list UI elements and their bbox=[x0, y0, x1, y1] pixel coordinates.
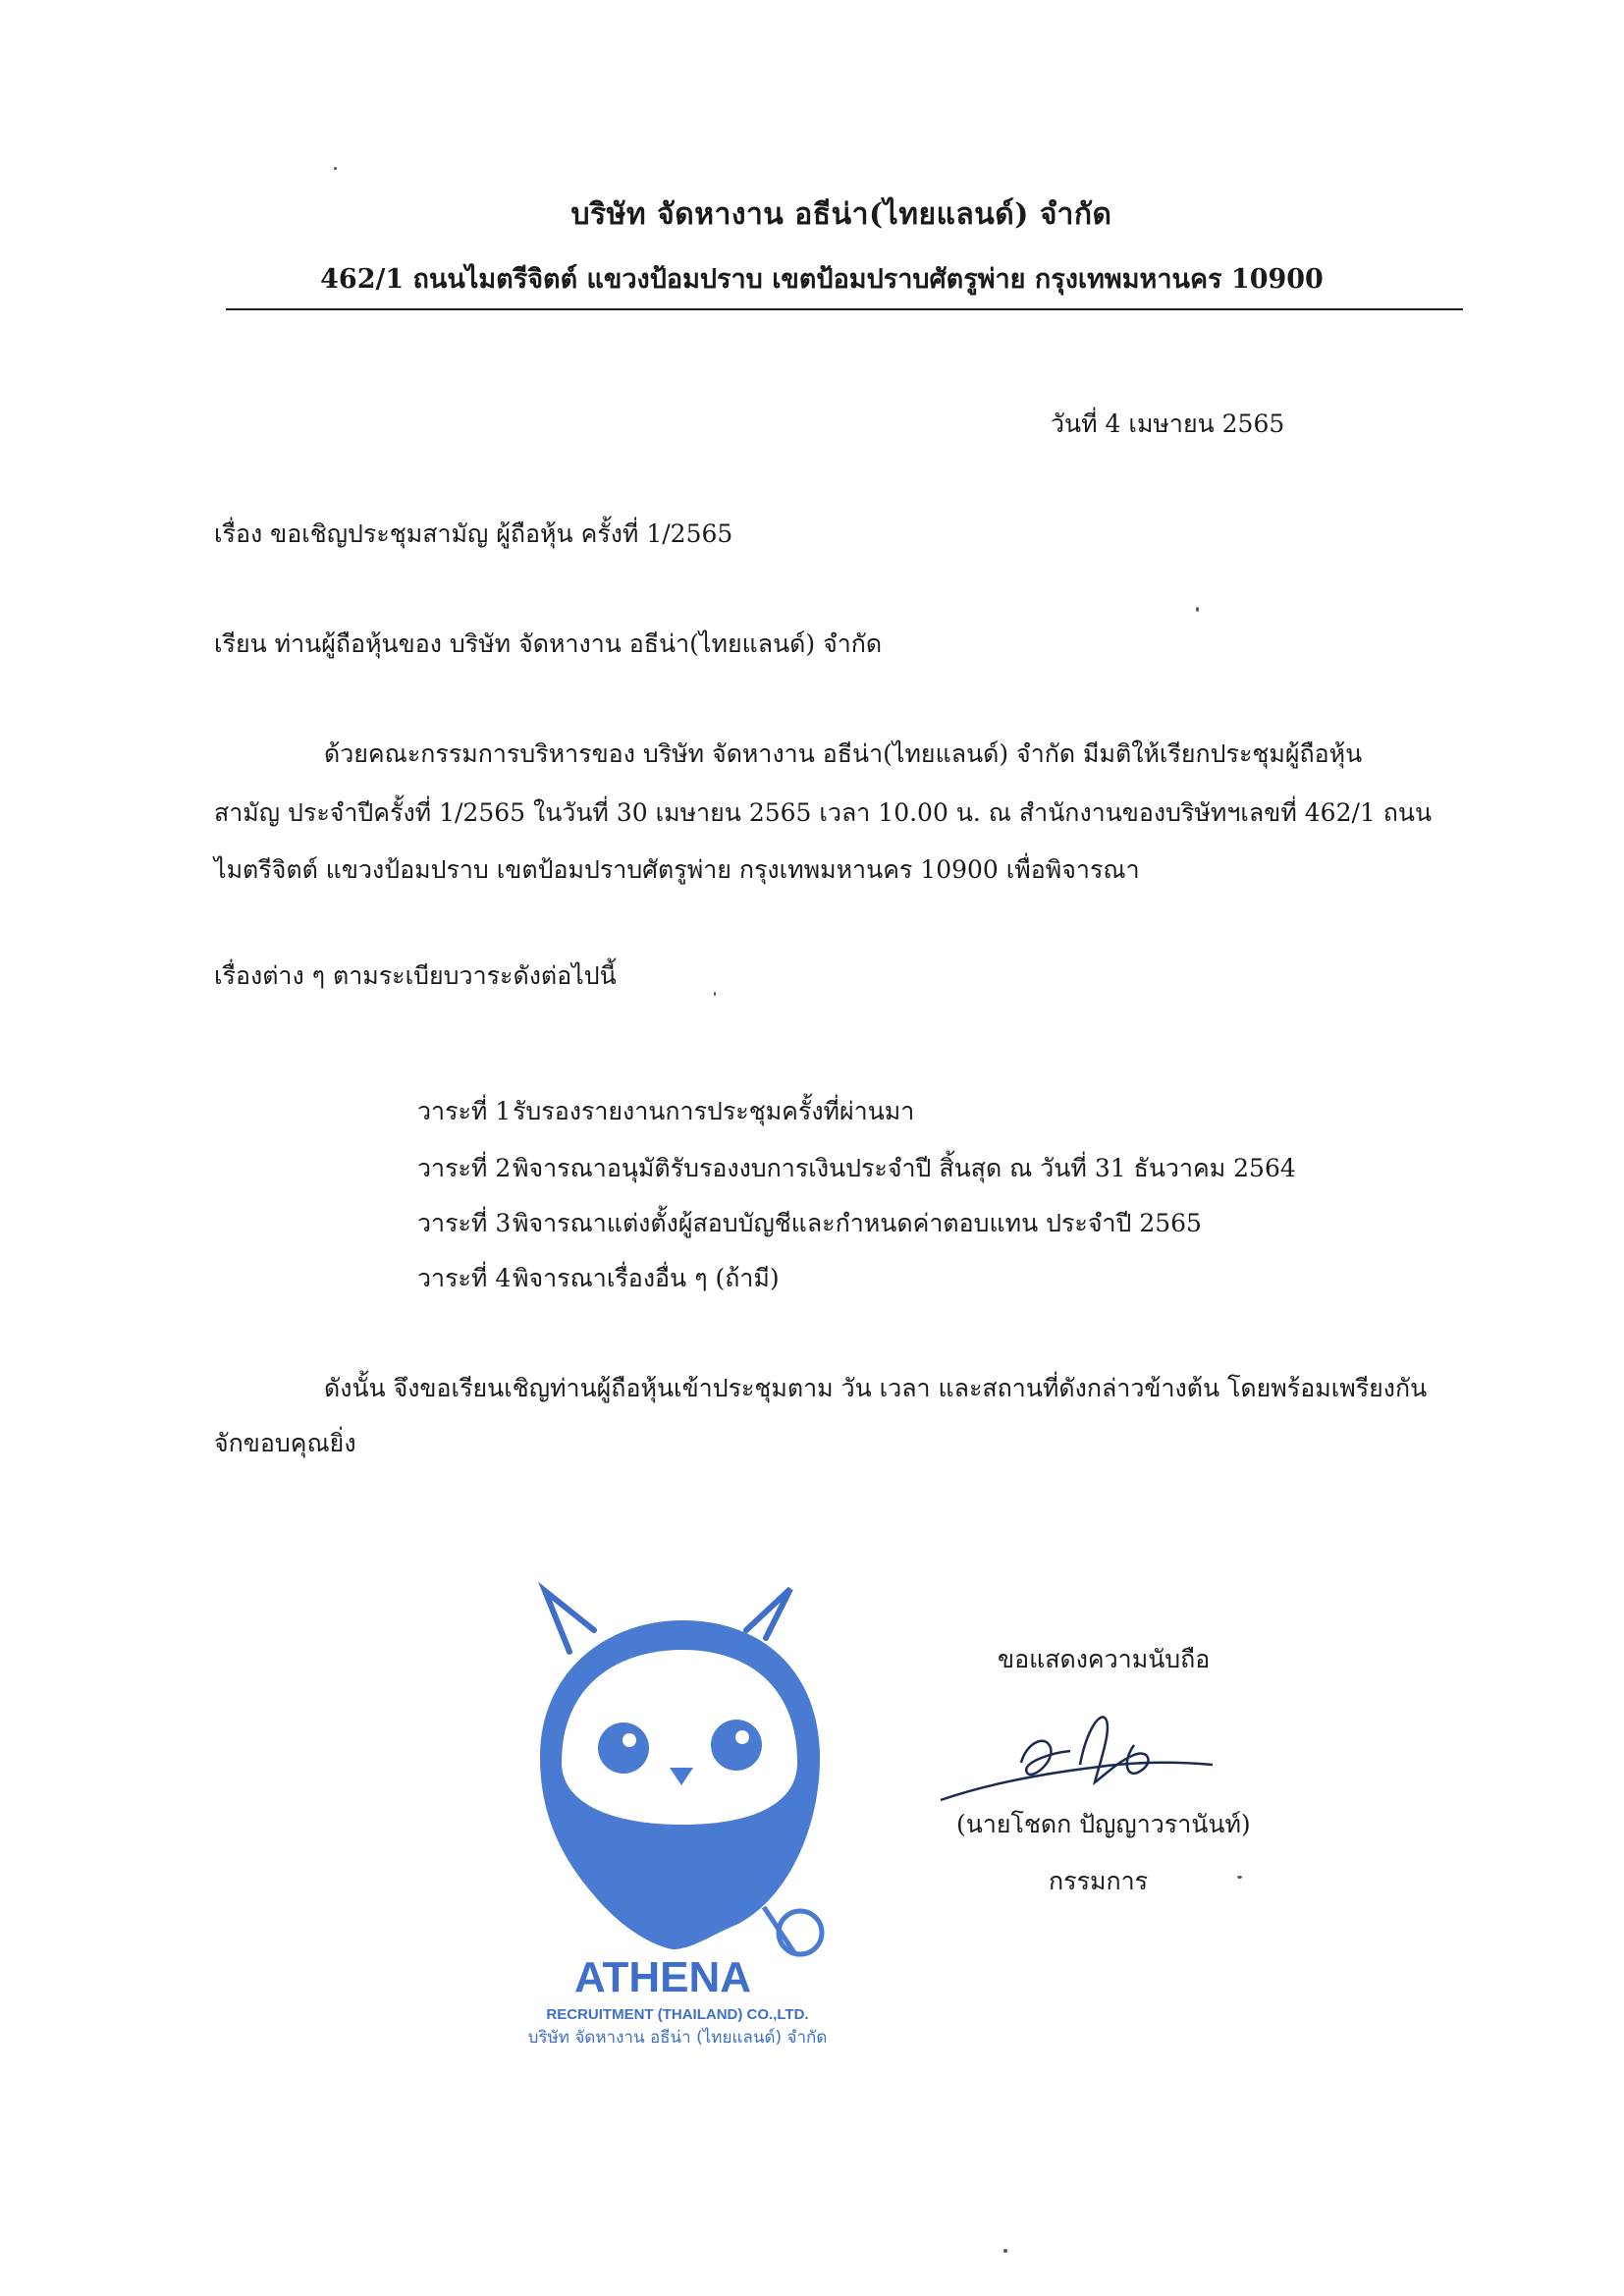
agenda-number: วาระที่ 3 bbox=[417, 1209, 512, 1237]
agenda-item-text: รับรองรายงานการประชุมครั้งที่ผ่านมา bbox=[513, 1097, 915, 1125]
letter-salutation: เรียน ท่านผู้ถือหุ้นของ บริษัท จัดหางาน อธีน่า(ไทยแลนด์) จำกัด bbox=[214, 629, 883, 658]
company-stamp-logo bbox=[501, 1561, 874, 2052]
agenda-number: วาระที่ 1 bbox=[417, 1097, 512, 1125]
company-address: 462/1 ถนนไมตรีจิตต์ แขวงป้อมปราบ เขตป้อมปราบศัตรูพ่าย กรุงเทพมหานคร 10900 bbox=[320, 264, 1324, 295]
body-line-4: เรื่องต่าง ๆ ตามระเบียบวาระดังต่อไปนี้ bbox=[214, 961, 617, 990]
signatory-name: (นายโชดก ปัญญาวรานันท์) bbox=[956, 1810, 1251, 1838]
closing-regards: ขอแสดงความนับถือ bbox=[998, 1645, 1211, 1673]
stamp-brand: ATHENA bbox=[573, 1953, 752, 2001]
company-name: บริษัท จัดหางาน อธีน่า(ไทยแลนด์) จำกัด bbox=[570, 197, 1112, 232]
handwritten-signature bbox=[933, 1704, 1227, 1822]
signatory-title: กรรมการ bbox=[1049, 1867, 1149, 1895]
stamp-line-1: RECRUITMENT (THAILAND) CO.,LTD. bbox=[546, 2006, 809, 2023]
body-line-3: ไมตรีจิตต์ แขวงป้อมปราบ เขตป้อมปราบศัตรูพ่าย กรุงเทพมหานคร 10900 เพื่อพิจารณา bbox=[214, 855, 1140, 884]
scan-speck bbox=[714, 992, 716, 996]
closing-line-2: จักขอบคุณยิ่ง bbox=[214, 1429, 356, 1457]
agenda-item-text: พิจารณาเรื่องอื่น ๆ (ถ้ามี) bbox=[513, 1264, 780, 1292]
body-line-1: ด้วยคณะกรรมการบริหารของ บริษัท จัดหางาน อธีน่า(ไทยแลนด์) จำกัด มีมติให้เรียกประชุมผู้ถือหุ้น bbox=[324, 739, 1363, 768]
letter-date: วันที่ 4 เมษายน 2565 bbox=[1051, 410, 1285, 438]
scan-speck bbox=[1237, 1876, 1242, 1879]
agenda-number: วาระที่ 2 bbox=[417, 1154, 512, 1182]
scan-speck bbox=[1196, 607, 1199, 612]
agenda-item-text: พิจารณาอนุมัติรับรองงบการเงินประจำปี สิ้นสุด ณ วันที่ 31 ธันวาคม 2564 bbox=[513, 1154, 1296, 1182]
scan-speck bbox=[1003, 2249, 1007, 2253]
letter-subject: เรื่อง ขอเชิญประชุมสามัญ ผู้ถือหุ้น ครั้งที่ 1/2565 bbox=[214, 519, 733, 548]
agenda-number: วาระที่ 4 bbox=[417, 1264, 512, 1292]
stamp-line-2: บริษัท จัดหางาน อธีน่า (ไทยแลนด์) จำกัด bbox=[527, 2028, 828, 2048]
closing-line-1: ดังนั้น จึงขอเรียนเชิญท่านผู้ถือหุ้นเข้าประชุมตาม วัน เวลา และสถานที่ดังกล่าวข้างต้น โดยพร้อมเพรียงกัน bbox=[324, 1374, 1428, 1402]
header-divider bbox=[226, 308, 1463, 310]
scan-speck bbox=[334, 167, 337, 170]
body-line-2: สามัญ ประจำปีครั้งที่ 1/2565 ในวันที่ 30 เมษายน 2565 เวลา 10.00 น. ณ สำนักงานของบริษัทฯเลขที่ 462/1 ถนน bbox=[214, 798, 1433, 827]
agenda-item-text: พิจารณาแต่งตั้งผู้สอบบัญชีและกำหนดค่าตอบแทน ประจำปี 2565 bbox=[513, 1209, 1202, 1237]
